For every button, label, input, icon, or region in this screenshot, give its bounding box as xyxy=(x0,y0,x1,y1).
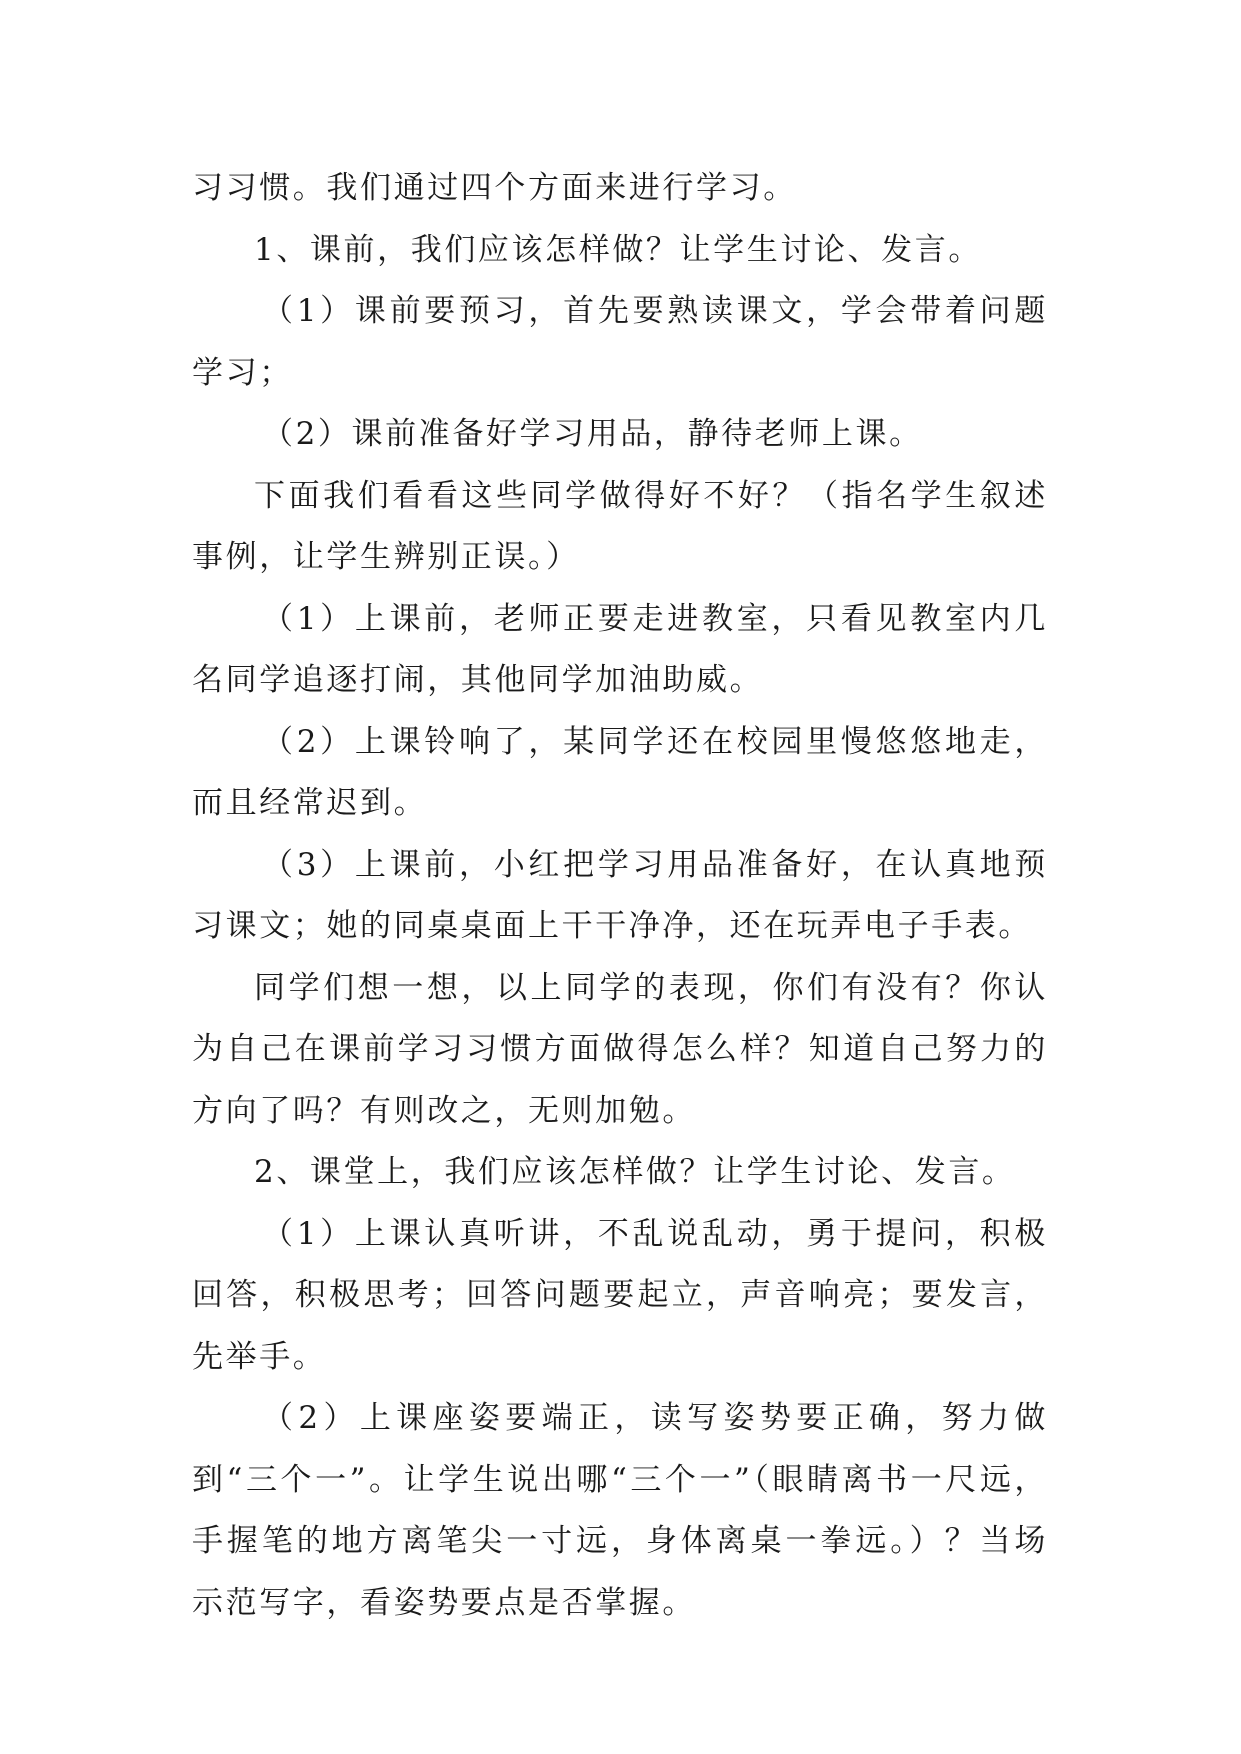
paragraph-6: （2）上课铃响了，某同学还在校园里慢悠悠地走，而且经常迟到。 xyxy=(192,723,1048,821)
paragraph-5: （1）上课前，老师正要走进教室，只看见教室内几名同学追逐打闹，其他同学加油助威。 xyxy=(192,600,1048,698)
paragraph-2: （1）课前要预习，首先要熟读课文，学会带着问题学习； xyxy=(192,293,1048,391)
paragraph-7: （3）上课前，小红把学习用品准备好，在认真地预习课文；她的同桌桌面上干干净净，还在玩弄电子手表。 xyxy=(192,846,1048,944)
paragraph-8: 同学们想一想，以上同学的表现，你们有没有？你认为自己在课前学习习惯方面做得怎么样？知道自己努力的方向了吗？有则改之，无则加勉。 xyxy=(192,969,1048,1129)
document-body xyxy=(192,158,1048,1634)
paragraph-9: 2、课堂上，我们应该怎样做？让学生讨论、发言。 xyxy=(254,1154,1016,1190)
paragraph-1: 1、课前，我们应该怎样做？让学生讨论、发言。 xyxy=(254,231,982,268)
paragraph-3: （2）课前准备好学习用品，静待老师上课。 xyxy=(262,416,923,452)
paragraph-11: （2）上课座姿要端正，读写姿势要正确，努力做到“三个一”。让学生说出哪“三个一”（眼睛离书一尺远，手握笔的地方离笔尖一寸远，身体离桌一拳远。）？当场示范写字，看姿势要点是否掌握。 xyxy=(192,1400,1048,1621)
paragraph-4: 下面我们看看这些同学做得好不好？（指名学生叙述事例，让学生辨别正误。） xyxy=(192,477,1048,575)
paragraph-0: 习习惯。我们通过四个方面来进行学习。 xyxy=(192,170,797,206)
paragraph-10: （1）上课认真听讲，不乱说乱动，勇于提问，积极回答，积极思考；回答问题要起立，声音响亮；要发言，先举手。 xyxy=(192,1215,1048,1375)
